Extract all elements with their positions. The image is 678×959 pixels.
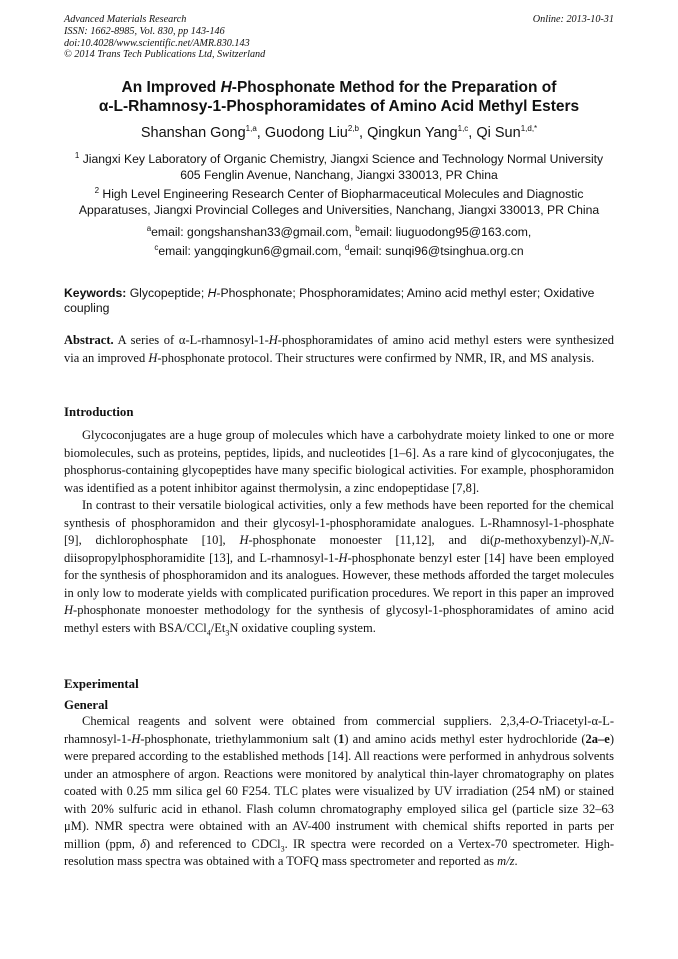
- author: Guodong Liu$^{2,b}$,: [264, 124, 368, 141]
- affiliation-2: $^2$ High Level Engineering Research Center of Biopharmaceutical Molecules and Diagnostic Apparatuses, Jiangxi Provincial Colleges and Universities, Nanchang, Jiangxi 330013, PR China: [78, 185, 600, 217]
- copyright: © 2014 Trans Tech Publications Ltd, Switzerland: [64, 49, 266, 61]
- email-c[interactable]: email: yangqingkun6@gmail.com,: [158, 244, 345, 258]
- introduction-heading: Introduction: [64, 405, 134, 419]
- issn: ISSN: 1662-8985, Vol. 830, pp 143-146: [64, 25, 225, 37]
- author-list: [64, 125, 614, 141]
- experimental-paragraph: Chemical reagents and solvent were obtained from commercial suppliers. 2,3,4-O-Triacetyl-α-L-rhamnosyl-1-H-phosphonate, triethylammonium salt (1) and amino acids methyl ester hydrochloride (2a–e) were prepared according to the established methods [14]. All reactions were performed in anhydrous solvents under an atmosphere of argon. Reactions were monitored by analytical thin-layer chromatography on plates coated with 0.25 mm silica gel 60 F254. TLC plates were visualized by UV irradiation (254 nM) or stained with 20% sulfuric acid in ethanol. Flash column chromatography employed silica gel (particle size 32–63 μM). NMR spectra were obtained with an AV-400 instrument with chemical shifts reported in parts per million (ppm, δ) and referenced to CDCl$_3$. IR spectra were recorded on a Vertex-70 spectrometer. High-resolution mass spectra was obtained with a TOFQ mass spectrometer and reported as m/z.: [64, 714, 614, 868]
- online-date: Online: 2013-10-31: [532, 14, 614, 25]
- general-subheading: General: [64, 698, 109, 712]
- affiliation-1: $^1$ Jiangxi Key Laboratory of Organic Chemistry, Jiangxi Science and Technology Normal University 605 Fenglin Avenue, Nanchang, Jiangxi 330013, PR China: [74, 150, 604, 182]
- author: Qi Sun$^{1,d,*}$: [476, 124, 538, 141]
- paper-title: [64, 78, 614, 116]
- email-d[interactable]: email: sunqi96@tsinghua.org.cn: [349, 244, 524, 258]
- email-b[interactable]: email: liuguodong95@163.com,: [359, 225, 532, 239]
- journal-name: Advanced Materials Research: [64, 14, 187, 25]
- email-a[interactable]: email: gongshanshan33@gmail.com,: [151, 225, 356, 239]
- email-list: $^a$email: gongshanshan33@gmail.com, $^b$email: liuguodong95@163.com, $^c$email: yangqingkun6@gmail.com, $^d$email: sunqi96@tsinghua.org.cn: [146, 223, 532, 258]
- title-line-1: An Improved H-Phosphonate Method for the Preparation of: [121, 79, 557, 96]
- journal-header: [64, 14, 265, 61]
- experimental-heading: Experimental: [64, 677, 139, 691]
- intro-paragraph-2: In contrast to their versatile biological activities, only a few methods have been reported for the chemical synthesis of phosphoramidon and their glycosyl-1-phosphoramidate analogues. L-Rhamnosyl-1-phosphate [9], dichlorophosphate [10], H-phosphonate monoester [11,12], and di(p-methoxybenzyl)-N,N-diisopropylphosphoramidite [13], and L-rhamnosyl-1-H-phosphonate benzyl ester [14] have been employed for the synthesis of phosphoramidon and its analogues. However, these methods afforded the target molecules in only low to moderate yields with complicated purification procedures. We report in this paper an improved H-phosphonate monoester methodology for the synthesis of glycosyl-1-phosphoramidates of amino acid methyl esters with BSA/$CCl_4/Et_3N$ oxidative coupling system.: [64, 498, 614, 637]
- experimental-body: [64, 713, 614, 871]
- keywords-label: Keywords:: [64, 286, 127, 300]
- introduction-body: [64, 427, 614, 637]
- abstract-label: Abstract.: [64, 333, 114, 347]
- author: Qingkun Yang$^{1,c}$,: [367, 124, 477, 141]
- doi: doi:10.4028/www.scientific.net/AMR.830.143: [64, 37, 250, 49]
- title-line-2: α-L-Rhamnosy-1-Phosphoramidates of Amino Acid Methyl Esters: [98, 98, 580, 115]
- author: Shanshan Gong$^{1,a}$,: [140, 124, 265, 141]
- intro-paragraph-1: Glycoconjugates are a huge group of molecules which have a carbohydrate moiety linked to one or more biomolecules, such as proteins, peptides, lipids, and nucleotides [1–6]. As a rare kind of glycoconjugates, the phosphorus-containing glycopeptides have many specific biological activities. For example, phosphoramidon was identified as a potent inhibitor against thermolysin, a zinc endopeptidase [7,8].: [64, 428, 614, 495]
- keywords: Keywords: Glycopeptide; H-Phosphonate; Phosphoramidates; Amino acid methyl ester; Oxidative coupling: [64, 286, 595, 315]
- abstract: Abstract. A series of α-L-rhamnosyl-1-H-phosphoramidates of amino acid methyl esters were synthesized via an improved H-phosphonate protocol. Their structures were confirmed by NMR, IR, and MS analysis.: [64, 333, 614, 365]
